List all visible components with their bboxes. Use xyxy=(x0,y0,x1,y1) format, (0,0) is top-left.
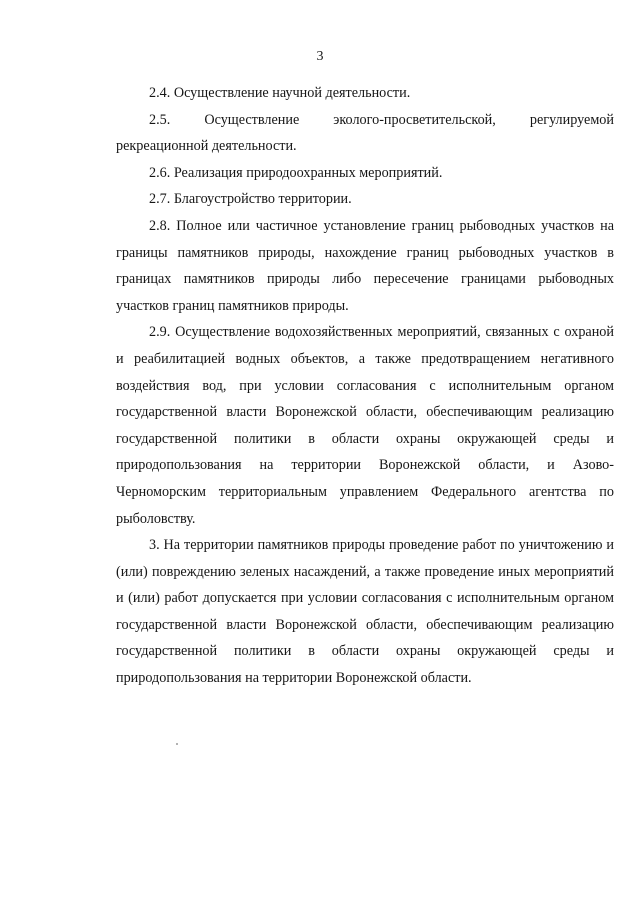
paragraph-2-8: 2.8. Полное или частичное установление границ рыбоводных участков на границы памятников природы, нахождение границ рыбоводных участков в границах памятников природы либо пересечение границами рыбоводных участков границ памятников природы. xyxy=(116,217,614,314)
scan-speck xyxy=(176,743,178,745)
paragraph-3: 3. На территории памятников природы проведение работ по уничтожению и (или) повреждению зеленых насаждений, а также проведение иных мероприятий и (или) работ допускается при условии согласования с исполнительным органом государственной власти Воронежской области, обеспечивающим реализацию государственной политики в области охраны окружающей среды и природопользования на территории Воронежской области. xyxy=(116,537,614,687)
paragraph-2-7: 2.7. Благоустройство территории. xyxy=(149,191,352,208)
paragraph-2-9: 2.9. Осуществление водохозяйственных мероприятий, связанных с охраной и реабилитацией водных объектов, а также предотвращением негативного воздействия вод, при условии согласования с исполнительным органом государственной власти Воронежской области, обеспечивающим реализацию государственной политики в области охраны окружающей среды и природопользования на территории Воронежской области, и Азово-Черноморским территориальным управлением Федерального агентства по рыболовству. xyxy=(116,324,614,527)
paragraph-2-6: 2.6. Реализация природоохранных мероприятий. xyxy=(149,164,443,181)
paragraph-2-5: 2.5. Осуществление эколого-просветительской, регулируемой рекреационной деятельности. xyxy=(116,111,614,155)
document-body xyxy=(116,80,614,692)
page-number: 3 xyxy=(316,49,324,64)
paragraph-2-4: 2.4. Осуществление научной деятельности. xyxy=(149,85,411,101)
